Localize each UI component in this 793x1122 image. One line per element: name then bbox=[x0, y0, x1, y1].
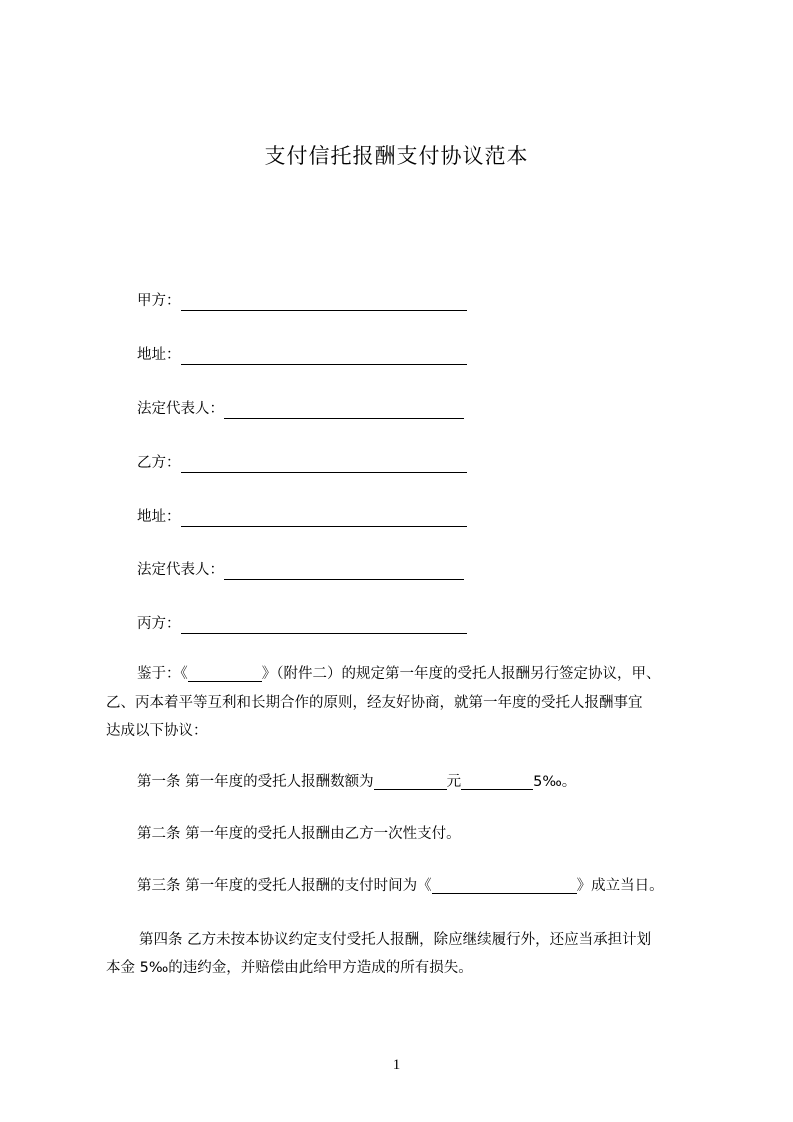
article-3-suffix: 》成立当日。 bbox=[576, 878, 664, 894]
preamble-line-2: 乙、丙本着平等互利和长期合作的原则，经友好协商，就第一年度的受托人报酬事宜 bbox=[106, 695, 643, 711]
party-a-representative-blank bbox=[224, 398, 464, 419]
article-1-yuan: 元 bbox=[446, 774, 462, 790]
article-1-second-blank bbox=[461, 771, 533, 790]
preamble-line-1-text: 》（附件二）的规定第一年度的受托人报酬另行签定协议，甲、 bbox=[261, 666, 661, 682]
party-b-representative-field bbox=[137, 559, 464, 581]
article-2: 第二条 第一年度的受托人报酬由乙方一次性支付。 bbox=[137, 826, 461, 842]
preamble-whereas: 鉴于：《 bbox=[137, 666, 188, 682]
party-a-representative-label: 法定代表人： bbox=[137, 401, 224, 417]
article-4-line-2: 本金 5‰的违约金，并赔偿由此给甲方造成的所有损失。 bbox=[106, 960, 473, 976]
document-title: 支付信托报酬支付协议范本 bbox=[264, 144, 529, 168]
party-a-label: 甲方： bbox=[137, 293, 181, 309]
party-b-blank bbox=[181, 452, 467, 473]
article-3-doc-blank bbox=[432, 875, 577, 894]
article-1 bbox=[137, 771, 576, 793]
party-a-address-blank bbox=[181, 344, 467, 365]
party-c-field bbox=[137, 613, 467, 635]
article-1-rate: 5‰。 bbox=[533, 774, 577, 790]
party-b-label: 乙方： bbox=[137, 455, 181, 471]
party-a-address-field bbox=[137, 344, 467, 366]
party-a-address-label: 地址： bbox=[137, 347, 181, 363]
article-1-text: 第一条 第一年度的受托人报酬数额为 bbox=[137, 774, 374, 790]
preamble-doc-blank bbox=[188, 663, 262, 682]
party-a-representative-field bbox=[137, 398, 464, 420]
party-c-label: 丙方： bbox=[137, 616, 181, 632]
party-b-address-blank bbox=[181, 506, 467, 527]
party-a-field bbox=[137, 290, 467, 312]
article-4-line-1: 第四条 乙方未按本协议约定支付受托人报酬，除应继续履行外，还应当承担计划 bbox=[139, 932, 652, 948]
article-3-text: 第三条 第一年度的受托人报酬的支付时间为《 bbox=[137, 878, 432, 894]
party-b-representative-label: 法定代表人： bbox=[137, 562, 224, 578]
preamble-line-3: 达成以下协议： bbox=[106, 723, 208, 739]
article-3 bbox=[137, 875, 664, 897]
article-1-amount-blank bbox=[374, 771, 447, 790]
party-a-blank bbox=[181, 290, 467, 311]
party-b-representative-blank bbox=[224, 559, 464, 580]
page-number: 1 bbox=[392, 1057, 401, 1073]
party-b-field bbox=[137, 452, 467, 474]
preamble-line-1 bbox=[137, 663, 661, 685]
party-c-blank bbox=[181, 613, 467, 634]
party-b-address-field bbox=[137, 506, 467, 528]
party-b-address-label: 地址： bbox=[137, 509, 181, 525]
